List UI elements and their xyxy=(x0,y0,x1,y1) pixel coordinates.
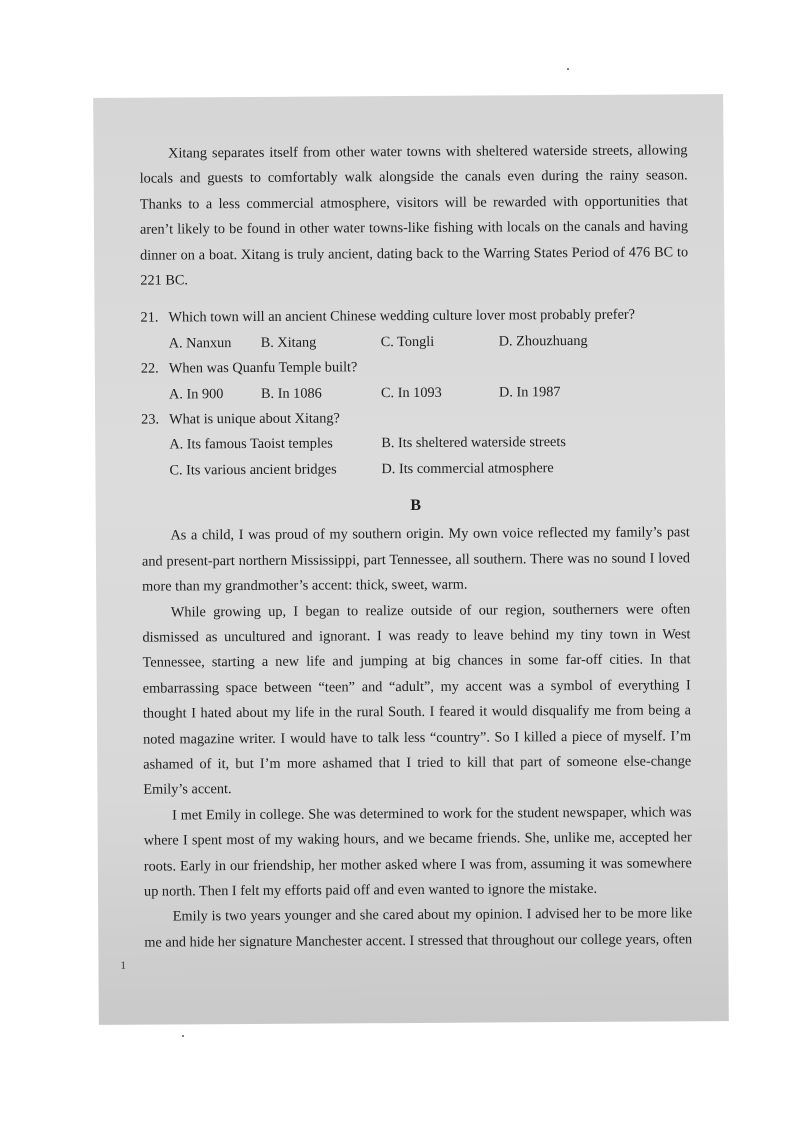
question-text: Which town will an ancient Chinese wedding culture lover most probably prefer? xyxy=(168,307,636,326)
passage-b-paragraph-2: While growing up, I began to realize outside of our region, southerners were often dismissed as uncultured and ignorant. I was ready to leave behind my tiny town in West Tennessee, starting a new life and jumping at big chances in some far-off cities. In that embarrassing space between “teen” and “adult”, my accent was a symbol of everything I thought I hated about my life in the rural South. I feared it would disqualify me from being a noted magazine writer. I would have to talk less “country”. So I killed a piece of myself. I’m ashamed of it, but I’m more ashamed that I tried to kill that part of someone else-change Emily’s accent. xyxy=(142,600,692,798)
section-b-heading: B xyxy=(410,497,422,515)
question-text: When was Quanfu Temple built? xyxy=(168,359,358,377)
option-c: C. In 1093 xyxy=(380,384,442,401)
option-d: D. Zhouzhuang xyxy=(498,332,588,350)
question-number: 21. xyxy=(140,309,159,327)
question-number: 23. xyxy=(141,411,160,428)
passage-b-paragraph-1: As a child, I was proud of my southern origin. My own voice reflected my family’s past and present-part northern Mississippi, part Tennessee, all southern. There was no sound I loved more than my grandmother’s accent: thick, sweet, warm. xyxy=(141,524,691,595)
question-21 xyxy=(140,303,688,357)
question-stem xyxy=(141,404,689,433)
option-a: A. Its famous Taoist temples xyxy=(169,435,333,453)
exam-page xyxy=(93,94,729,1025)
passage-b-paragraph-4: Emily is two years younger and she cared about my opinion. I advised her to be more like me and hide her signature Manchester accent. I stressed that throughout our college years, often xyxy=(144,905,693,951)
option-b: B. Xitang xyxy=(260,334,317,351)
option-b: B. Its sheltered waterside streets xyxy=(381,434,566,452)
question-stem xyxy=(141,354,689,383)
option-row xyxy=(141,430,689,459)
option-d: D. Its commercial atmosphere xyxy=(381,460,554,478)
question-text: What is unique about Xitang? xyxy=(169,410,340,428)
page-content xyxy=(139,138,692,956)
option-a: A. Nanxun xyxy=(168,334,232,352)
question-number: 22. xyxy=(140,360,159,377)
speck-bottom xyxy=(182,1035,184,1037)
option-d: D. In 1987 xyxy=(498,383,561,401)
speck-top xyxy=(567,68,569,70)
option-row xyxy=(141,328,689,357)
question-list xyxy=(140,303,689,484)
option-b: B. In 1086 xyxy=(260,385,322,402)
question-stem xyxy=(140,303,688,332)
option-c: C. Its various ancient bridges xyxy=(169,461,337,479)
page-number: 1 xyxy=(120,959,127,972)
option-row xyxy=(141,455,689,484)
passage-a-paragraph: Xitang separates itself from other water towns with sheltered waterside streets, allowing locals and guests to comfortably walk alongside the canals even during the rainy season. Thanks to a less commercial atmosphere, visitors will be rewarded with opportunities that aren’t likely to be found in other water towns-like fishing with locals on the canals and having dinner on a boat. Xitang is truly ancient, dating back to the Warring States Period of 476 BC to 221 BC. xyxy=(139,142,689,289)
question-22 xyxy=(141,354,689,408)
option-c: C. Tongli xyxy=(380,333,435,351)
option-row xyxy=(141,379,689,408)
passage-b-paragraph-3: I met Emily in college. She was determined to work for the student newspaper, which was where I spent most of my waking hours, and we became friends. She, unlike me, accepted her roots. Early in our friendship, her mother asked where I was from, assuming it was somewhere up north. Then I felt my efforts paid off and even wanted to ignore the mistake. xyxy=(143,804,692,900)
question-23 xyxy=(141,404,689,484)
option-a: A. In 900 xyxy=(168,385,224,403)
